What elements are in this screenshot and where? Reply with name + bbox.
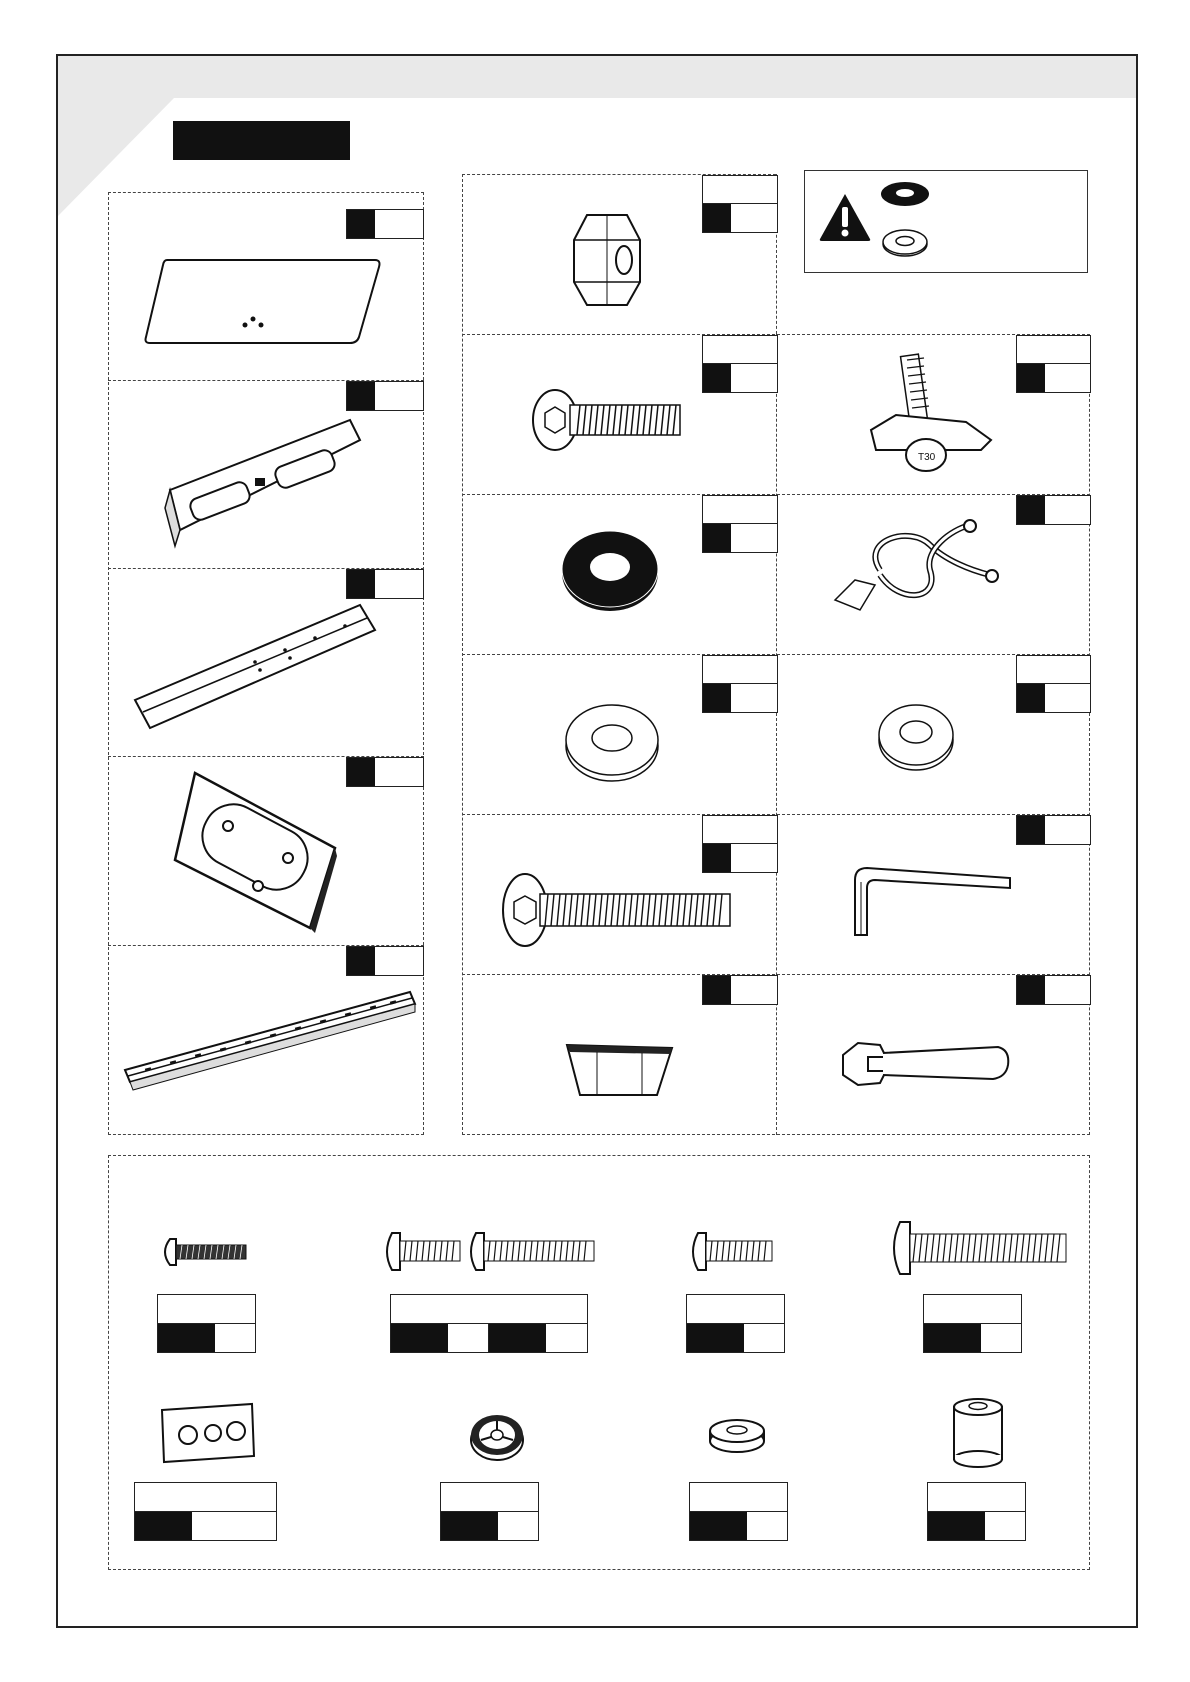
spanner-icon (838, 1035, 1013, 1095)
part-label (157, 1294, 256, 1353)
part-label (346, 569, 424, 599)
gear-washer-icon (468, 1410, 526, 1464)
part-label (686, 1294, 785, 1353)
cable-clip-icon (830, 520, 1005, 620)
tube-spacer-icon (950, 1395, 1006, 1469)
svg-text:T30: T30 (918, 452, 936, 463)
t-bolt-clamp-icon (866, 350, 996, 475)
section-title-bar (173, 121, 350, 160)
part-label (390, 1294, 588, 1353)
part-label (1016, 655, 1091, 713)
thin-spacer-icon (707, 1415, 767, 1455)
socket-bolt-short-icon (530, 385, 685, 455)
part-label (927, 1482, 1026, 1541)
large-washer-icon (562, 700, 662, 785)
part-label (702, 175, 778, 233)
part-label (134, 1482, 277, 1541)
part-label (702, 335, 778, 393)
mount-plate-icon (170, 768, 345, 933)
part-label (702, 495, 778, 553)
part-label (346, 381, 424, 411)
part-label (689, 1482, 788, 1541)
screw-pair-icon (382, 1228, 597, 1276)
hex-nut-icon (572, 210, 642, 310)
part-label (346, 757, 424, 787)
part-label (1016, 495, 1091, 525)
black-washer-icon (558, 525, 663, 615)
part-label (346, 209, 424, 239)
allen-key-icon (845, 860, 1015, 940)
part-label (1016, 975, 1091, 1005)
silver-washer-icon (879, 227, 931, 259)
slotted-rail-icon (125, 990, 415, 1090)
part-label (346, 946, 424, 976)
small-washer-icon (876, 702, 956, 774)
part-label (702, 655, 778, 713)
screw-m4-icon (160, 1235, 250, 1270)
tv-plate-icon (145, 255, 385, 350)
spacer-plate-icon (158, 1400, 258, 1465)
warning-triangle-icon (817, 191, 873, 243)
part-label (702, 815, 778, 873)
part-label (923, 1294, 1022, 1353)
wall-bracket-icon (165, 418, 365, 548)
warning-box (804, 170, 1088, 273)
part-label (1016, 335, 1091, 393)
screw-m6-icon (688, 1228, 776, 1276)
screw-m8-long-icon (888, 1218, 1070, 1278)
part-label (1016, 815, 1091, 845)
socket-bolt-long-icon (500, 870, 735, 950)
part-label (440, 1482, 539, 1541)
header-band (58, 56, 1136, 98)
channel-rail-icon (135, 600, 380, 735)
wedge-block-icon (562, 1040, 677, 1100)
part-label (702, 975, 778, 1005)
black-washer-icon (879, 179, 931, 209)
